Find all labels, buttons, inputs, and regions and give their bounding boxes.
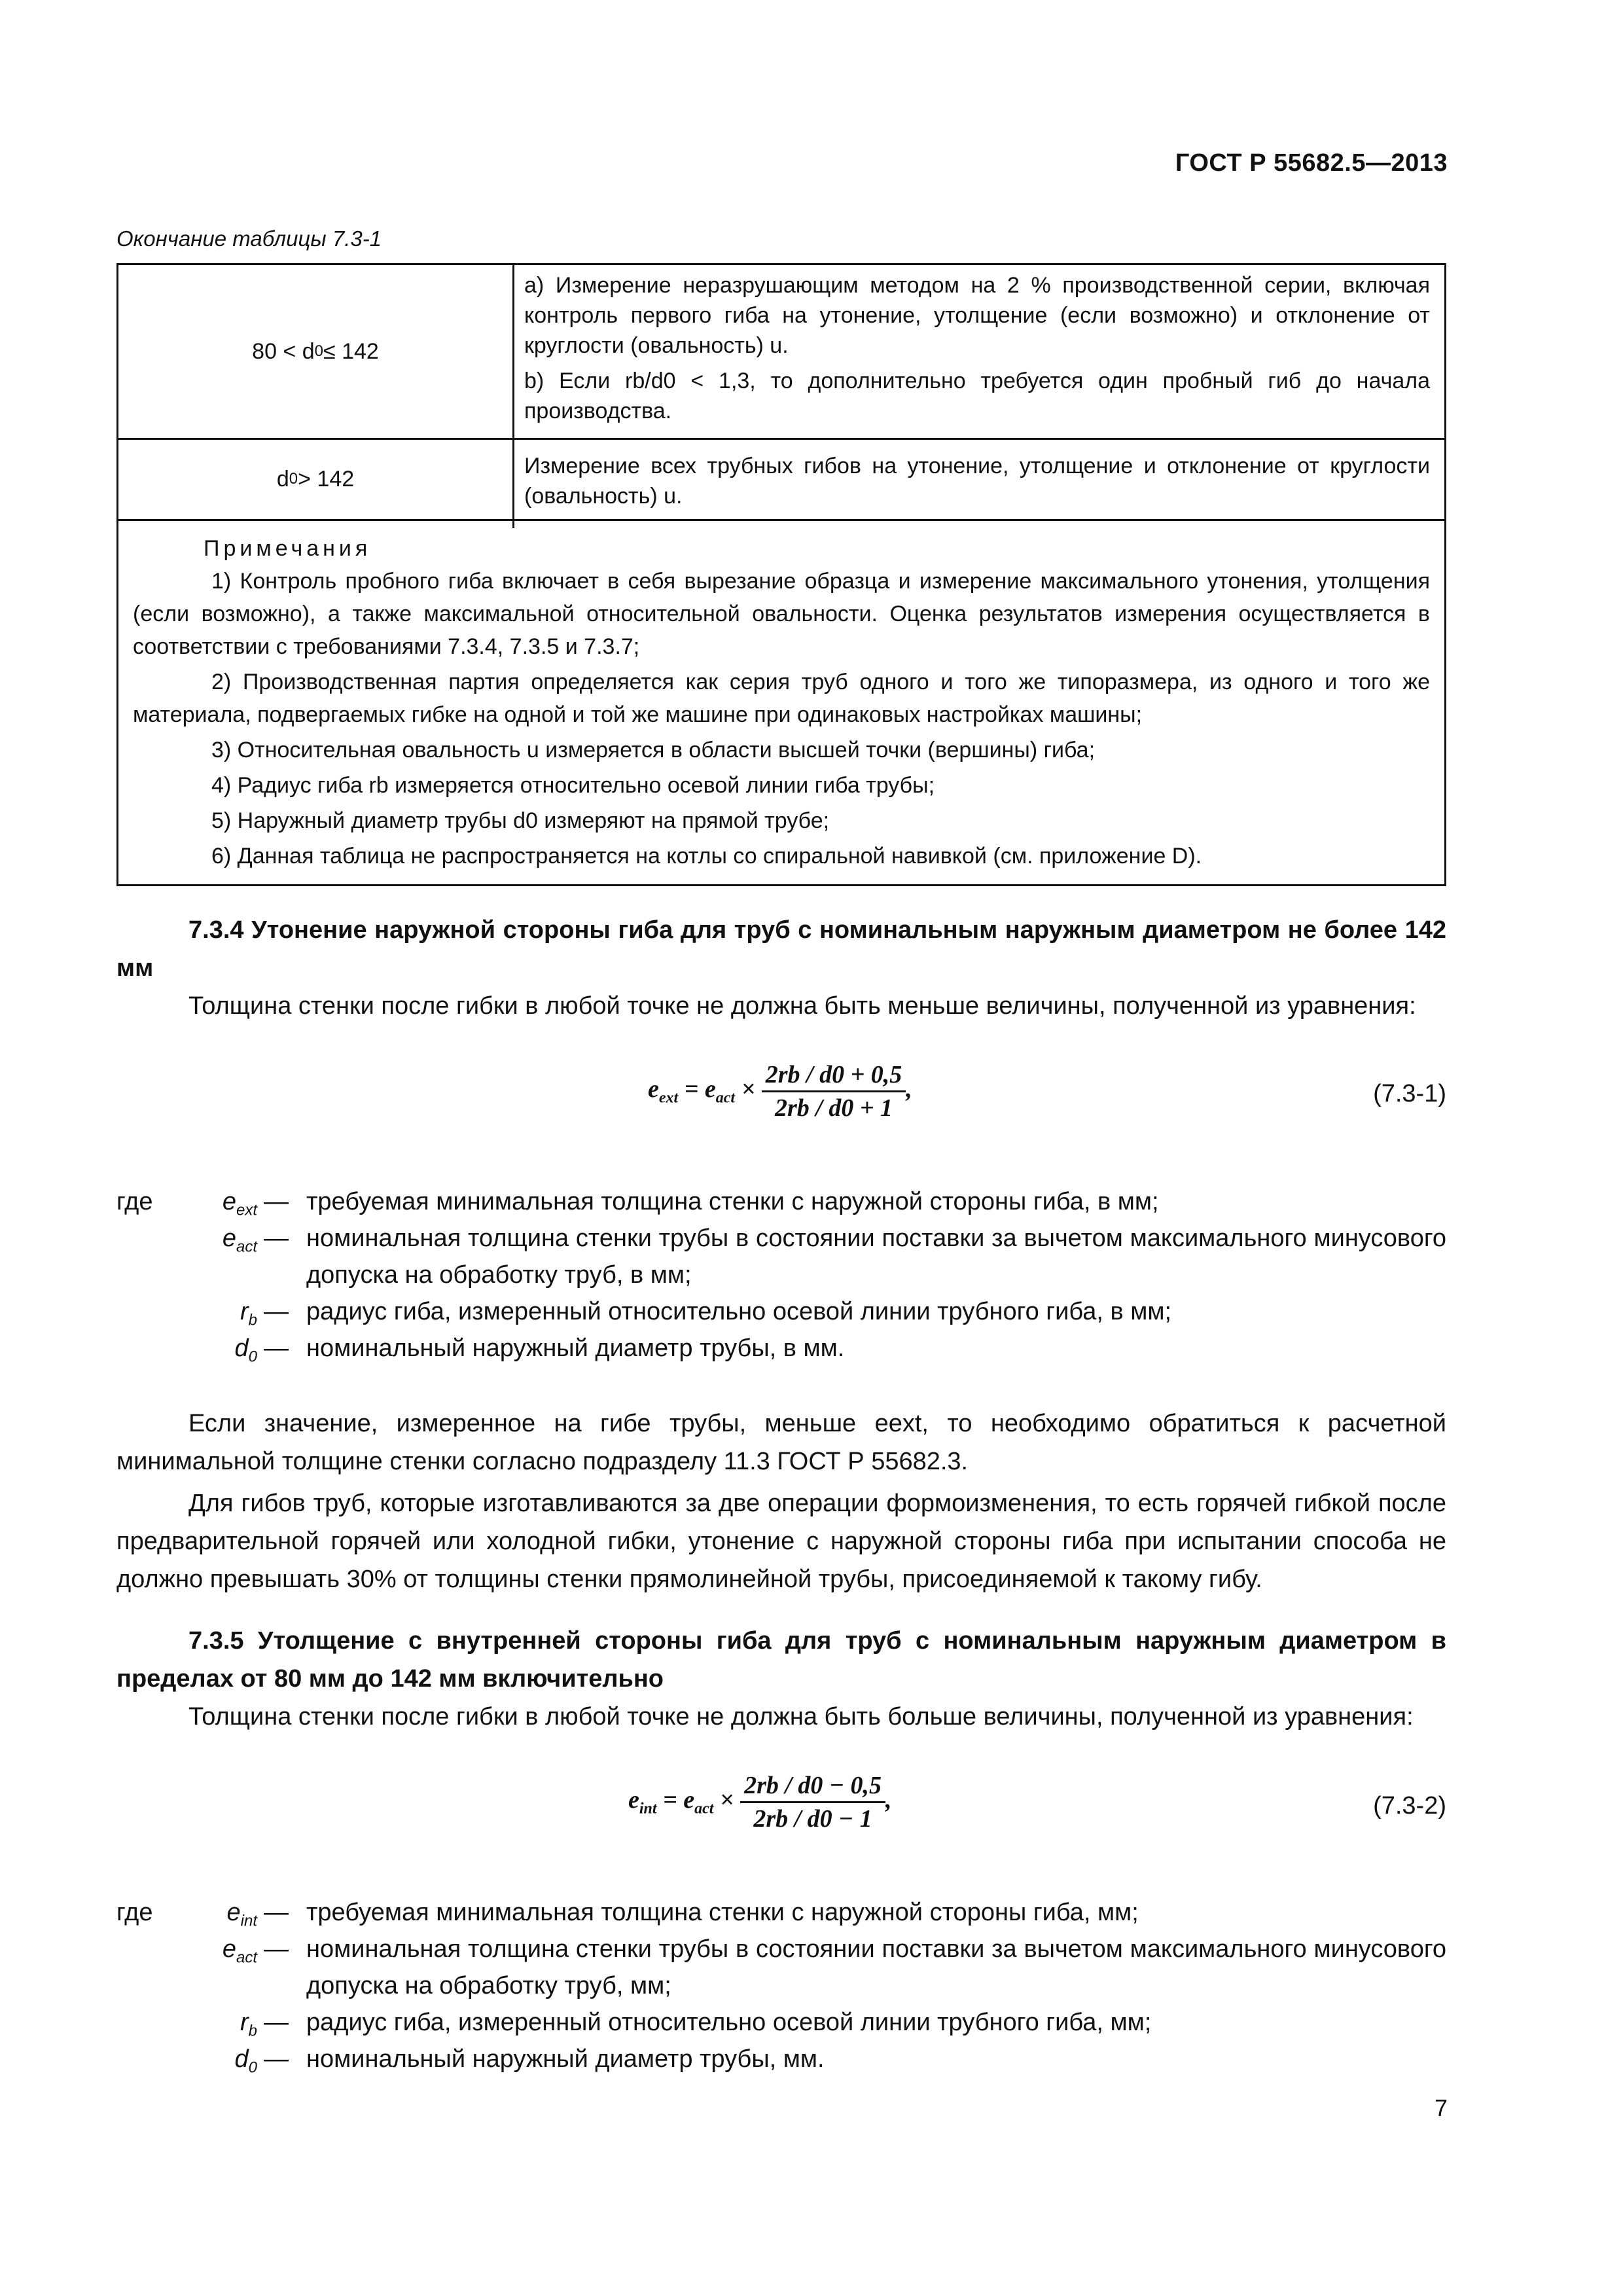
note-item: 2) Производственная партия определяется как серия труб одного и того же типоразмера, из одного и того же материала, подвергаемых гибке на одной и той же машине при одинаковых настройках машины; xyxy=(133,670,1430,727)
definition-text: номинальная толщина стенки трубы в состоянии поставки за вычетом максимального минусового допуска на обработку труб, мм; xyxy=(306,1935,1446,2000)
section-heading: 7.3.4 Утонение наружной стороны гиба для труб с номинальным наружным диаметром не более 142 мм xyxy=(116,916,1446,982)
table-cell-condition-1: 80 < d 0 ≤ 142 xyxy=(252,338,379,364)
note-item: 6) Данная таблица не распространяется на котлы со спиральной навивкой (см. приложение D). xyxy=(211,844,1202,869)
formula-denominator: 2rb / d0 − 1 xyxy=(753,1805,872,1833)
note-item: 1) Контроль пробного гиба включает в себя вырезание образца и измерение максимального утонения, утолщения (если возможно), а также максимальной относительной овальности. Оценка результатов измерения осуществляется в соответствии с требованиями 7.3.4, 7.3.5 и 7.3.7; xyxy=(133,569,1430,659)
section-7-3-4 xyxy=(116,911,1446,1025)
where-label: где xyxy=(116,1188,153,1215)
definition-text: номинальная толщина стенки трубы в состоянии поставки за вычетом максимального минусового допуска на обработку труб, в мм; xyxy=(306,1225,1446,1289)
section-7-3-5 xyxy=(116,1622,1446,1736)
paragraph: Если значение, измеренное на гибе трубы, меньше eext, то необходимо обратиться к расчетной минимальной толщине стенки согласно подразделу 11.3 ГОСТ Р 55682.3. xyxy=(116,1410,1446,1475)
definition-text: радиус гиба, измеренный относительно осевой линии трубного гиба, в мм; xyxy=(306,1298,1172,1325)
where-label: где xyxy=(116,1899,153,1926)
requirement-item-b: b) Если rb/d0 < 1,3, то дополнительно требуется один пробный гиб до начала производства. xyxy=(524,368,1430,423)
document-header: ГОСТ Р 55682.5—2013 xyxy=(1175,149,1448,177)
formula-numerator: 2rb / d0 + 0,5 xyxy=(762,1060,906,1092)
table-notes xyxy=(118,532,1444,872)
definition-text: радиус гиба, измеренный относительно осевой линии трубного гиба, мм; xyxy=(306,2009,1152,2036)
section-intro: Толщина стенки после гибки в любой точке не должна быть меньше величины, полученной из уравнения: xyxy=(188,992,1416,1020)
formula-7-3-2: $e_{int} = e_{act}$ × $\frac{2rb / d0 - 0,5}{2rb / d0 - 1}$ , xyxy=(628,1772,892,1833)
symbol-definitions: где $e_{ext}$ — требуемая минимальная толщина стенки с наружной стороны гиба, в мм; $e_{act}$ — номинальная толщина стенки трубы в состоянии поставки за вычетом максимального минусового допуска на обработку труб, в мм; $r_b$ — радиус гиба, измеренный относительно осевой линии трубного гиба, в мм; $d_0$ — номинальный наружный диаметр трубы, в мм. xyxy=(116,1183,1446,1367)
equation-number: (7.3-2) xyxy=(1373,1792,1446,1820)
table-column-divider xyxy=(512,265,514,528)
page-number: 7 xyxy=(1434,2094,1448,2121)
section-7-3-4-paragraphs xyxy=(116,1405,1446,1598)
formula-denominator: 2rb / d0 + 1 xyxy=(774,1094,893,1122)
table-caption: Окончание таблицы 7.3-1 xyxy=(116,226,382,251)
section-intro: Толщина стенки после гибки в любой точке не должна быть больше величины, полученной из уравнения: xyxy=(188,1703,1414,1731)
table-notes-divider xyxy=(118,519,1444,521)
definition-text: требуемая минимальная толщина стенки с наружной стороны гиба, мм; xyxy=(306,1899,1139,1926)
note-item: 5) Наружный диаметр трубы d0 измеряют на прямой трубе; xyxy=(211,808,830,833)
paragraph: Для гибов труб, которые изготавливаются за две операции формоизменения, то есть горячей гибкой после предварительной горячей или холодной гибки, утонение с наружной стороны гиба при испытании способа не должно превышать 30% от толщины стенки прямолинейной трубы, присоединяемой к такому гибу. xyxy=(116,1490,1446,1593)
note-item: 4) Радиус гиба rb измеряется относительно осевой линии гиба трубы; xyxy=(211,773,935,798)
symbol-definitions: где $e_{int}$ — требуемая минимальная толщина стенки с наружной стороны гиба, мм; $e_{act}$ — номинальная толщина стенки трубы в состоянии поставки за вычетом максимального минусового допуска на обработку труб, мм; $r_b$ — радиус гиба, измеренный относительно осевой линии трубного гиба, мм; $d_0$ — номинальный наружный диаметр трубы, мм. xyxy=(116,1894,1446,2077)
note-item: 3) Относительная овальность u измеряется в области высшей точки (вершины) гиба; xyxy=(211,738,1096,762)
table-cell-requirement-2: Измерение всех трубных гибов на утонение, утолщение и отклонение от круглости (овальность) u. xyxy=(524,454,1430,509)
definition-text: требуемая минимальная толщина стенки с наружной стороны гиба, в мм; xyxy=(306,1188,1159,1215)
table-cell-condition-2: d 0 > 142 xyxy=(276,466,355,492)
formula-numerator: 2rb / d0 − 0,5 xyxy=(740,1771,885,1803)
equation-number: (7.3-1) xyxy=(1373,1080,1446,1107)
requirement-item-a: а) Измерение неразрушающим методом на 2 % производственной серии, включая контроль первого гиба на утонение, утолщение (если возможно) и отклонение от круглости (овальность) u. xyxy=(524,273,1430,358)
requirements-table xyxy=(116,263,1446,886)
definition-text: номинальный наружный диаметр трубы, мм. xyxy=(306,2045,825,2073)
notes-heading: Примечания xyxy=(204,536,372,561)
section-heading: 7.3.5 Утолщение с внутренней стороны гиба для труб с номинальным наружным диаметром в пределах от 80 мм до 142 мм включительно xyxy=(116,1627,1446,1693)
table-cell-requirement-1 xyxy=(524,270,1430,426)
formula-7-3-1: $e_{ext} = e_{act}$ × $\frac{2rb / d0 + 0,5}{2rb / d0 + 1}$ , xyxy=(648,1061,912,1122)
definition-text: номинальный наружный диаметр трубы, в мм. xyxy=(306,1335,845,1362)
